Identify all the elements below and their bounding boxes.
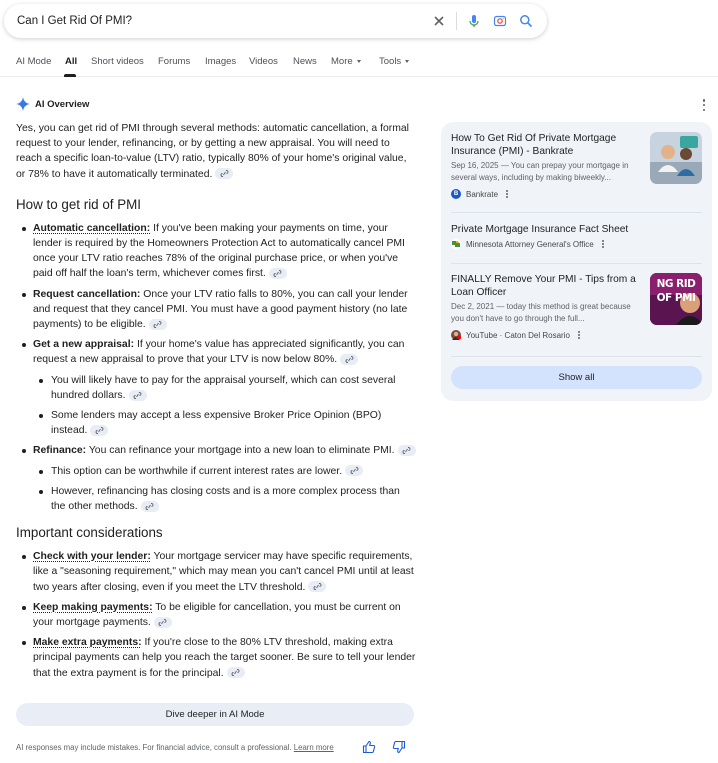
sub-list-item xyxy=(33,373,416,403)
source-options-icon[interactable] xyxy=(602,240,604,248)
source-divider xyxy=(451,212,702,213)
link-icon[interactable] xyxy=(340,354,358,365)
sub-list-item xyxy=(33,484,416,514)
dive-deeper-button[interactable]: Dive deeper in AI Mode xyxy=(16,703,414,726)
tab-forums[interactable]: Forums xyxy=(158,56,191,67)
sub-list-item-text: This option can be worthwhile if current interest rates are lower. xyxy=(51,465,343,477)
link-icon[interactable] xyxy=(308,581,326,592)
term-request-cancellation: Request cancellation: xyxy=(33,288,141,300)
link-icon[interactable] xyxy=(215,168,233,179)
how-to-list xyxy=(16,221,416,514)
tab-ai-mode[interactable]: AI Mode xyxy=(16,56,52,67)
disclaimer xyxy=(16,743,334,752)
show-all-button[interactable]: Show all xyxy=(451,366,702,389)
youtube-channel-avatar xyxy=(451,330,461,340)
active-tab-indicator xyxy=(64,74,76,77)
term-new-appraisal: Get a new appraisal: xyxy=(33,339,135,351)
video-thumbnail[interactable] xyxy=(650,273,702,325)
source-snippet: Sep 16, 2025 — You can prepay your mortgage in several ways, including by making biweekly... xyxy=(451,161,629,182)
tab-tools-label: Tools xyxy=(379,56,402,67)
search-bar[interactable] xyxy=(4,4,547,38)
thumbs-down-icon[interactable] xyxy=(392,740,406,754)
term-keep-payments[interactable]: Keep making payments: xyxy=(33,601,153,613)
list-item xyxy=(16,287,416,333)
ai-overview-content xyxy=(16,121,416,686)
lens-icon[interactable] xyxy=(487,8,513,34)
sparkle-icon xyxy=(16,97,30,111)
tab-tools[interactable] xyxy=(379,56,409,67)
source-snippet: Dec 2, 2021 — today this method is great because you don't have to go through the full... xyxy=(451,302,631,323)
ai-overview-header xyxy=(16,97,89,111)
search-tabs xyxy=(0,48,718,77)
source-title[interactable]: How To Get Rid Of Private Mortgage Insurance (PMI) - Bankrate xyxy=(451,133,617,157)
source-footer xyxy=(451,239,702,249)
source-divider xyxy=(451,356,702,357)
sub-list-item xyxy=(33,408,416,438)
term-refinance: Refinance: xyxy=(33,445,87,457)
list-item-text: You can refinance your mortgage into a new loan to eliminate PMI. xyxy=(86,445,395,457)
list-item-text: If your home's value has appreciated significantly, you can request a new appraisal to prove that your LTV is now below 80%. xyxy=(33,339,405,366)
thumbnail-text: NG RID OF PMI xyxy=(656,278,696,304)
link-icon[interactable] xyxy=(141,501,159,512)
link-icon[interactable] xyxy=(398,445,416,456)
mn-ag-favicon-icon xyxy=(451,239,461,249)
appraisal-sublist xyxy=(33,373,416,439)
link-icon[interactable] xyxy=(129,390,147,401)
list-item-text: Once your LTV ratio falls to 80%, you can call your lender and request that they cancel PMI. You must have a good payment history (no late payments) to be eligible. xyxy=(33,288,408,331)
microphone-icon[interactable] xyxy=(461,8,487,34)
list-item xyxy=(16,635,416,681)
sub-list-item-text: Some lenders may accept a less expensive Broker Price Opinion (BPO) instead. xyxy=(51,410,382,437)
link-icon[interactable] xyxy=(345,465,363,476)
list-item-text: If you've been making your payments on time, your lender is required by the Homeowners Protection Act to automatically cancel PMI once your LTV ratio reaches 78% of the original purchase price, or when you've paid off half the loan's term, whichever comes first. xyxy=(33,222,405,280)
link-icon[interactable] xyxy=(90,425,108,436)
tab-news[interactable]: News xyxy=(293,56,317,67)
list-item-text: To be eligible for cancellation, you must be current on your mortgage payments. xyxy=(33,601,401,629)
sub-list-item-text: However, refinancing has closing costs and is a more complex process than the other methods. xyxy=(51,485,400,513)
thumbs-up-icon[interactable] xyxy=(362,740,376,754)
caret-down-icon xyxy=(357,60,361,63)
link-icon[interactable] xyxy=(154,617,172,628)
learn-more-link[interactable]: Learn more xyxy=(293,743,334,752)
list-item xyxy=(16,600,416,630)
link-icon[interactable] xyxy=(269,268,287,279)
source-thumbnail[interactable] xyxy=(650,132,702,184)
list-item xyxy=(16,337,416,438)
ai-overview-title: AI Overview xyxy=(35,98,90,110)
section-heading-how-to: How to get rid of PMI xyxy=(16,196,142,212)
list-item-text: Your mortgage servicer may have specific requirements, like a "seasoning requirement," which may mean you can't cancel PMI until at least two years after closing, even if you meet the LTV threshold. xyxy=(33,551,414,593)
more-options-icon[interactable] xyxy=(698,98,710,112)
source-options-icon[interactable] xyxy=(578,331,580,339)
term-automatic-cancellation[interactable]: Automatic cancellation: xyxy=(33,222,151,234)
clear-icon[interactable] xyxy=(426,8,452,34)
tab-short-videos[interactable]: Short videos xyxy=(91,56,144,67)
refinance-sublist xyxy=(33,464,416,515)
sub-list-item-text: You will likely have to pay for the appraisal yourself, which can cost several hundred dollars. xyxy=(51,374,396,401)
link-icon[interactable] xyxy=(227,667,245,678)
tab-videos[interactable]: Videos xyxy=(249,56,278,67)
source-card[interactable] xyxy=(451,273,702,340)
source-site: Bankrate xyxy=(466,189,499,199)
disclaimer-text: AI responses may include mistakes. For financial advice, consult a professional. xyxy=(16,743,292,752)
list-item xyxy=(16,221,416,282)
bankrate-favicon-icon: B xyxy=(451,189,461,199)
search-input[interactable]: Can I Get Rid Of PMI? xyxy=(17,15,133,27)
source-site: Minnesota Attorney General's Office xyxy=(466,239,594,249)
link-icon[interactable] xyxy=(149,319,167,330)
search-divider xyxy=(456,12,457,30)
source-footer xyxy=(451,189,702,199)
sources-panel xyxy=(441,122,712,401)
overview-intro xyxy=(16,121,416,182)
source-site: YouTube · Caton Del Rosario xyxy=(466,330,570,340)
source-divider xyxy=(451,263,702,264)
term-extra-payments[interactable]: Make extra payments: xyxy=(33,637,142,649)
search-icon[interactable] xyxy=(513,8,539,34)
list-item-text: If you're close to the 80% LTV threshold, making extra principal payments can help you reach the target sooner. Be sure to tell your lender that the extra payment is for the principal. xyxy=(33,637,416,679)
list-item xyxy=(16,549,416,595)
caret-down-icon xyxy=(405,60,409,63)
source-options-icon[interactable] xyxy=(506,190,508,198)
list-item xyxy=(16,443,416,514)
source-title[interactable]: Private Mortgage Insurance Fact Sheet xyxy=(451,224,629,235)
sub-list-item xyxy=(33,464,416,479)
section-heading-considerations: Important considerations xyxy=(16,525,163,541)
considerations-list xyxy=(16,549,416,681)
source-footer xyxy=(451,330,702,340)
source-title[interactable]: FINALLY Remove Your PMI - Tips from a Loan Officer xyxy=(451,274,636,298)
tab-images[interactable]: Images xyxy=(205,56,237,67)
source-card[interactable] xyxy=(451,132,702,199)
tab-all[interactable]: All xyxy=(65,56,78,67)
overview-intro-text: Yes, you can get rid of PMI through several methods: automatic cancellation, a formal request to your lender, refinancing, or by getting a new appraisal. You will need to reach a specific loan-to-value (LTV) ratio, typically 80% of your home's original value, or 78% to have it automatically terminated. xyxy=(16,123,409,180)
term-check-lender[interactable]: Check with your lender: xyxy=(33,551,151,563)
source-card[interactable] xyxy=(451,223,702,249)
tab-more-label: More xyxy=(331,56,353,67)
tab-more[interactable] xyxy=(331,56,361,67)
